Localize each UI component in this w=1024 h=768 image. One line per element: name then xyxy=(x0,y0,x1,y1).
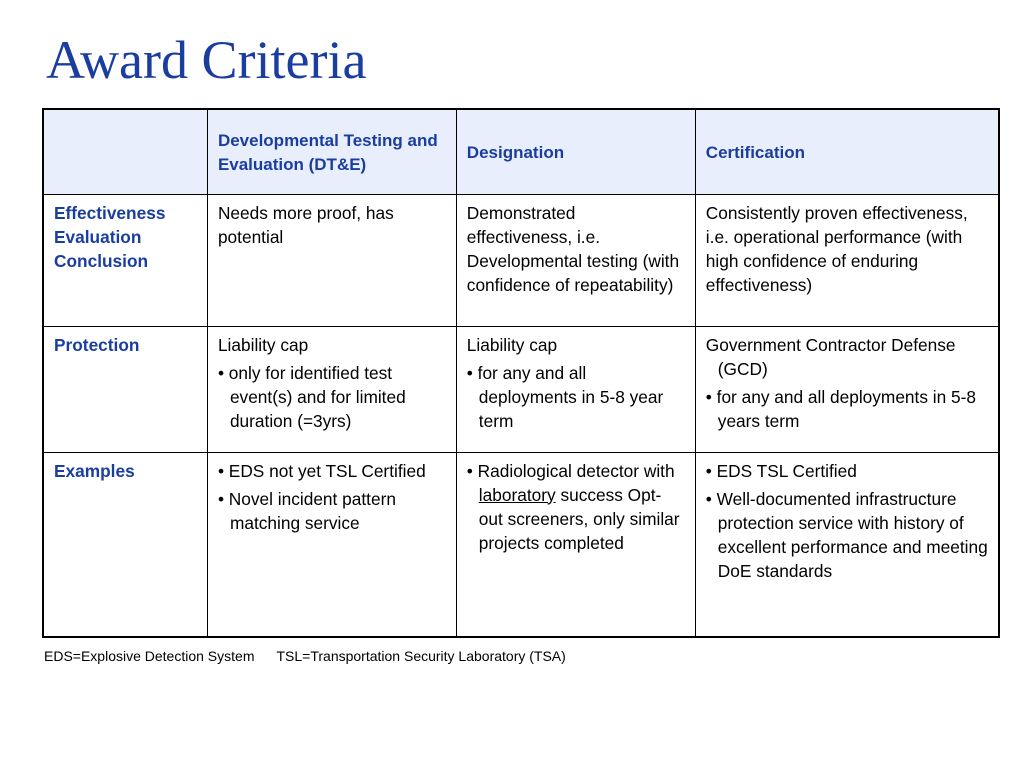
row-label-examples: Examples xyxy=(43,452,207,637)
row-label-protection: Protection xyxy=(43,326,207,452)
protection-designation-lead: Liability cap xyxy=(466,334,558,355)
protection-certification-lead: Government Contractor Defense (GCD) xyxy=(705,334,956,379)
cell-effectiveness-designation: Demonstrated effectiveness, i.e. Developmental testing (with confidence of repeatability) xyxy=(456,194,695,326)
examples-designation-bullet xyxy=(467,459,685,555)
examples-dte-bullet-1: • EDS not yet TSL Certified xyxy=(217,460,426,481)
table-row-protection xyxy=(43,326,999,452)
cell-protection-dte xyxy=(207,326,456,452)
header-cell-empty xyxy=(43,109,207,194)
protection-designation-bullet: • for any and all deployments in 5-8 year term xyxy=(466,362,664,431)
footnote-tsl: TSL=Transportation Security Laboratory (TSA) xyxy=(276,648,566,664)
examples-dte-bullet-2: • Novel incident pattern matching service xyxy=(217,488,396,533)
table-row-examples xyxy=(43,452,999,637)
table-header-row xyxy=(43,109,999,194)
table-row-effectiveness xyxy=(43,194,999,326)
cell-effectiveness-dte: Needs more proof, has potential xyxy=(207,194,456,326)
examples-designation-text-post: success Opt-out screeners, only similar projects completed xyxy=(478,484,680,553)
protection-dte-lead: Liability cap xyxy=(217,334,309,355)
header-cell-designation: Designation xyxy=(456,109,695,194)
examples-certification-bullet-1: • EDS TSL Certified xyxy=(705,460,857,481)
cell-effectiveness-certification: Consistently proven effectiveness, i.e. operational performance (with high confidence of enduring effectiveness) xyxy=(695,194,999,326)
examples-designation-text-pre: • Radiological detector with xyxy=(466,460,675,481)
cell-examples-designation xyxy=(456,452,695,637)
protection-dte-bullet: • only for identified test event(s) and for limited duration (=3yrs) xyxy=(217,362,406,431)
cell-protection-designation xyxy=(456,326,695,452)
examples-certification-bullet-2: • Well-documented infrastructure protection service with history of excellent performance and meeting DoE standards xyxy=(705,488,988,581)
award-criteria-table xyxy=(42,108,1000,638)
cell-examples-dte xyxy=(207,452,456,637)
header-cell-dte: Developmental Testing and Evaluation (DT&E) xyxy=(207,109,456,194)
laboratory-underlined-text: laboratory xyxy=(478,484,556,505)
footnote-eds: EDS=Explosive Detection System xyxy=(44,648,255,664)
cell-examples-certification xyxy=(695,452,999,637)
protection-certification-bullet: • for any and all deployments in 5-8 years term xyxy=(705,386,977,431)
header-cell-certification: Certification xyxy=(695,109,999,194)
slide-title: Award Criteria xyxy=(46,30,367,90)
footnote xyxy=(44,646,566,666)
cell-protection-certification xyxy=(695,326,999,452)
row-label-effectiveness: Effectiveness Evaluation Conclusion xyxy=(43,194,207,326)
